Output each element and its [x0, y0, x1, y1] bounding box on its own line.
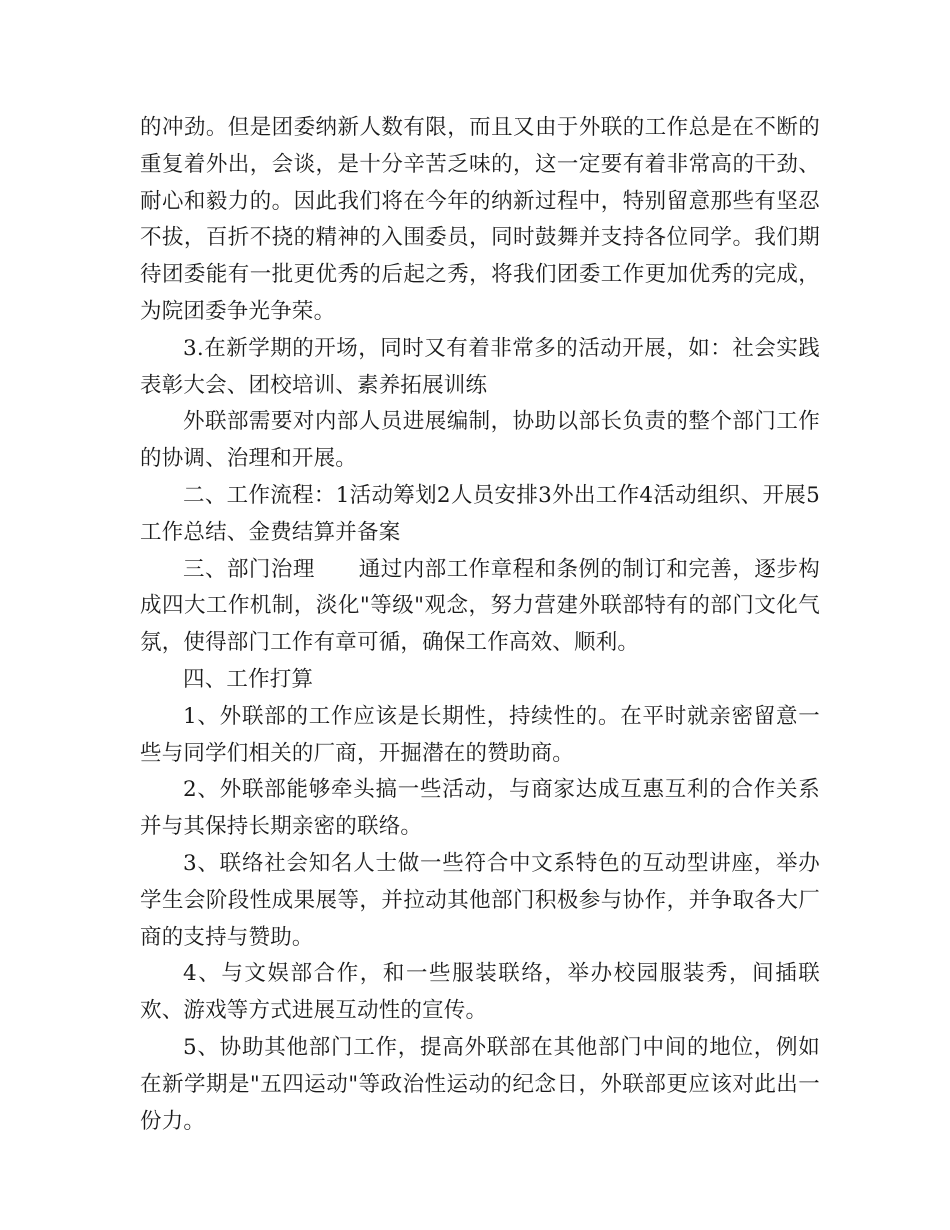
plan-item-2: 2、外联部能够牵头搞一些活动，与商家达成互惠互利的合作关系并与其保持长期亲密的联络。 — [140, 777, 820, 840]
plan-item-3: 3、联络社会知名人士做一些符合中文系特色的互动型讲座，举办学生会阶段性成果展等，并拉动其他部门积极参与协作，并争取各大厂商的支持与赞助。 — [140, 850, 820, 950]
plan-item-5: 5、协助其他部门工作，提高外联部在其他部门中间的地位，例如在新学期是"五四运动"等政治性运动的纪念日，外联部更应该对此出一份力。 — [140, 1034, 820, 1134]
paragraph-staffing: 外联部需要对内部人员进展编制，协助以部长负责的整个部门工作的协调、治理和开展。 — [140, 409, 820, 472]
section-plan-heading: 四、工作打算 — [183, 666, 314, 692]
paragraph-continuation: 的冲劲。但是团委纳新人数有限，而且又由于外联的工作总是在不断的重复着外出，会谈，是十分辛苦乏味的，这一定要有着非常高的干劲、耐心和毅力的。因此我们将在今年的纳新过程中，特别留意那些有坚忍不拔，百折不挠的精神的入围委员，同时鼓舞并支持各位同学。我们期待团委能有一批更优秀的后起之秀，将我们团委工作更加优秀的完成，为院团委争光争荣。 — [140, 115, 820, 324]
plan-item-1: 1、外联部的工作应该是长期性，持续性的。在平时就亲密留意一些与同学们相关的厂商，开掘潜在的赞助商。 — [140, 703, 820, 766]
paragraph-item-3: 3.在新学期的开场，同时又有着非常多的活动开展，如：社会实践表彰大会、团校培训、素养拓展训练 — [140, 335, 820, 398]
plan-item-4: 4、与文娱部合作，和一些服装联络，举办校园服装秀，间插联欢、游戏等方式进展互动性的宣传。 — [140, 961, 820, 1024]
section-management: 三、部门治理 通过内部工作章程和条例的制订和完善，逐步构成四大工作机制，淡化"等级"观念，努力营建外联部特有的部门文化气氛，使得部门工作有章可循，确保工作高效、顺利。 — [140, 556, 820, 656]
section-workflow: 二、工作流程：1活动筹划2人员安排3外出工作4活动组织、开展5工作总结、金费结算并备案 — [140, 482, 820, 545]
document-body — [140, 110, 820, 1140]
